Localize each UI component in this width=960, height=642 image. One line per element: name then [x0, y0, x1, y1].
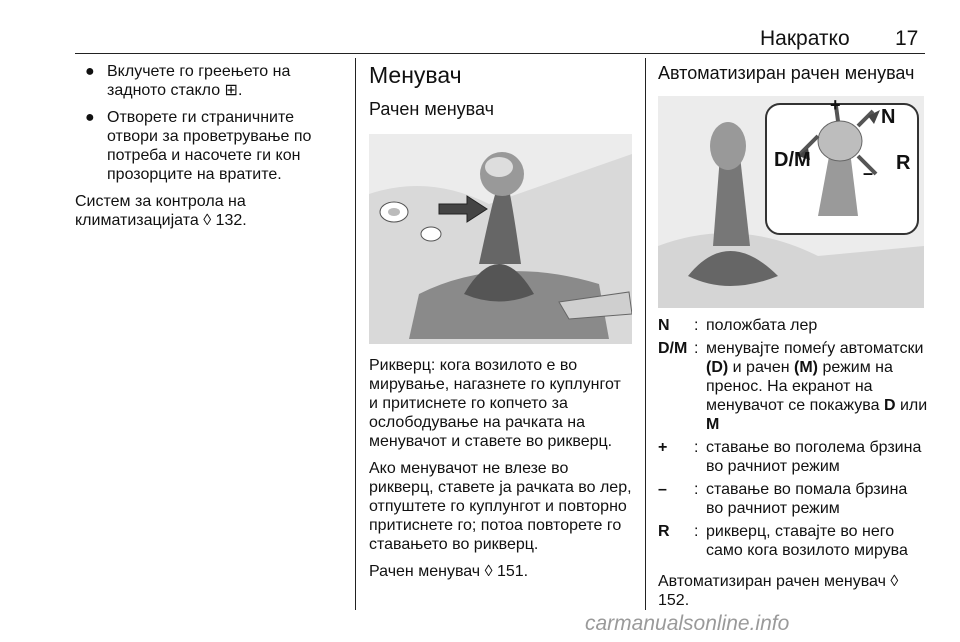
bullet-text: Отворете ги страничните отвори за проветрување по потреба и насочете ги кон прозорците на вратите. — [107, 109, 312, 183]
definition-value: ставање во помала брзина во рачниот режим — [706, 481, 908, 517]
gear-lever-drawing — [369, 134, 632, 344]
climate-reference: Систем за контрола на климатизацијата ◊ 132. — [75, 193, 247, 229]
definition-row: N : положбата лер — [658, 316, 928, 335]
watermark: carmanualsonline.info — [585, 612, 790, 635]
middle-column — [369, 62, 634, 589]
bullet-text: Вклучете го греењето на задното стакло ⊞. — [107, 63, 291, 99]
definition-row: R : рикверц, ставајте во него само кога возилото мирува — [658, 522, 928, 560]
definition-row: D/M : менувајте помеѓу автоматски (D) и рачен (M) режим на пренос. На екранот на менувачот се покажува D или M — [658, 340, 928, 433]
column-divider-2 — [645, 58, 646, 610]
header-rule — [75, 53, 925, 54]
bullet-dot: ● — [85, 109, 95, 126]
inset-label-n: N — [881, 106, 896, 128]
definition-list — [658, 316, 928, 560]
definition-row: + : ставање во поголема брзина во рачниот режим — [658, 438, 928, 476]
bullet-item — [75, 62, 337, 100]
manual-gearbox-reference: Рачен менувач ◊ 151. — [369, 563, 529, 580]
definition-key: R — [658, 523, 670, 540]
definition-key: + — [658, 439, 668, 456]
manual-gearbox-illustration — [369, 134, 632, 344]
definition-key: N — [658, 317, 670, 334]
definition-value: рикверц, ставајте во него само кога возилото мирува — [706, 523, 908, 559]
reverse-retry-instruction: Ако менувачот не влезе во рикверц, ставете ја рачката во лер, отпуштете го куплунгот и повторно притиснете го; потоа повторете го ставањето во рикверц. — [369, 460, 632, 553]
definition-value: менувајте помеѓу автоматски (D) и рачен (M) режим на пренос. На екранот на менувачот се покажува D или M — [706, 340, 928, 433]
subsection-title-auto: Автоматизиран рачен менувач — [658, 63, 915, 83]
section-title: Менувач — [369, 62, 462, 88]
definition-key: D/M — [658, 340, 688, 357]
bullet-dot: ● — [85, 63, 95, 80]
inset-label-minus: – — [863, 163, 874, 183]
inset-label-plus: + — [830, 96, 841, 115]
definition-value: положбата лер — [706, 317, 818, 334]
inset-label-dm: D/M — [774, 149, 811, 171]
page-header-title: Накратко — [760, 27, 850, 50]
automated-gearbox-illustration — [658, 96, 924, 308]
definition-key: – — [658, 481, 667, 498]
automated-gearbox-reference: Автоматизиран рачен менувач ◊ 152. — [658, 573, 899, 609]
page-number: 17 — [895, 27, 919, 50]
subsection-title: Рачен менувач — [369, 99, 495, 119]
reverse-instruction: Рикверц: кога возилото е во мирување, нагазнете го куплунгот и притиснете го копчето за ослободување на рачката на менувачот и ставете во рикверц. — [369, 357, 621, 450]
column-divider-1 — [355, 58, 356, 610]
right-column — [658, 62, 928, 618]
definition-value: ставање во поголема брзина во рачниот режим — [706, 439, 922, 475]
inset-label-r: R — [896, 152, 911, 174]
left-column — [75, 62, 337, 238]
definition-row: – : ставање во помала брзина во рачниот режим — [658, 480, 928, 518]
bullet-item — [75, 108, 337, 184]
